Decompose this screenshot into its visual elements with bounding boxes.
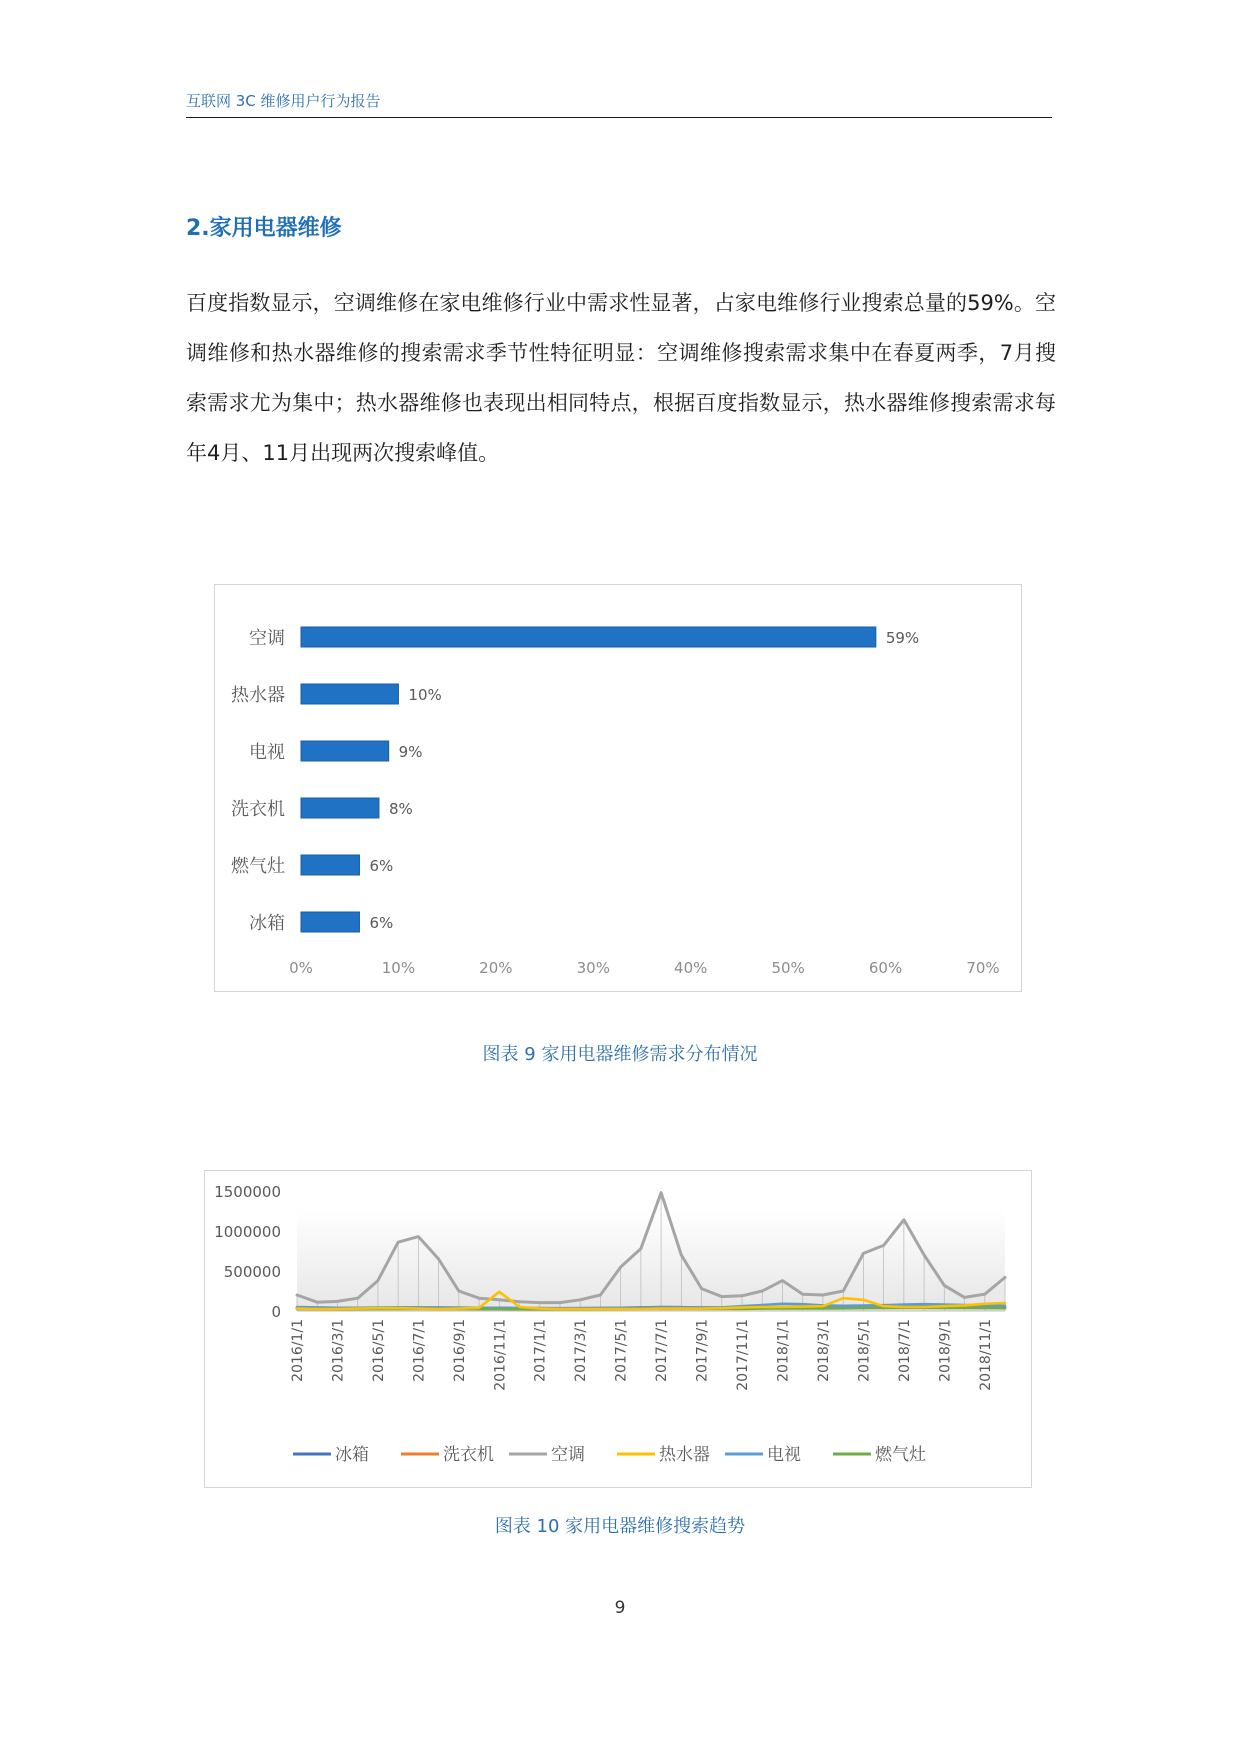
header-rule	[186, 117, 1052, 118]
x-tick-label: 2016/7/1	[411, 1319, 428, 1382]
x-tick-label: 10%	[381, 959, 416, 977]
bar	[301, 912, 359, 932]
x-tick-label: 2017/9/1	[694, 1319, 711, 1382]
x-tick-label: 70%	[966, 959, 1000, 977]
x-tick-label: 2016/11/1	[492, 1319, 509, 1391]
x-tick-label: 2018/5/1	[856, 1319, 873, 1382]
x-tick-label: 2018/9/1	[937, 1319, 954, 1382]
bar-category-label: 热水器	[231, 685, 285, 706]
x-tick-label: 2016/9/1	[451, 1319, 468, 1382]
bar-category-label: 燃气灶	[231, 856, 285, 877]
bar-chart	[215, 585, 1021, 991]
x-tick-label: 2017/11/1	[735, 1319, 752, 1391]
bar-value-label: 59%	[885, 629, 920, 647]
bar-value-label: 9%	[398, 743, 423, 761]
bar	[301, 855, 359, 875]
figure9-caption: 图表 9 家用电器维修需求分布情况	[482, 1044, 758, 1065]
y-tick-label: 1000000	[214, 1223, 281, 1241]
bar	[301, 684, 398, 704]
bar-category-label: 电视	[249, 742, 285, 763]
x-tick-label: 30%	[576, 959, 610, 977]
x-tick-label: 50%	[771, 959, 805, 977]
y-tick-label: 1500000	[214, 1183, 281, 1201]
bar-category-label: 冰箱	[249, 913, 285, 934]
bar-category-label: 空调	[249, 628, 285, 649]
bar	[301, 627, 876, 647]
x-tick-label: 2018/11/1	[977, 1319, 994, 1391]
legend-label: 冰箱	[335, 1445, 369, 1465]
page-number: 9	[614, 1598, 626, 1618]
x-tick-label: 2016/1/1	[290, 1319, 306, 1382]
bar-value-label: 6%	[369, 857, 394, 875]
y-tick-label: 500000	[223, 1263, 281, 1281]
x-tick-label: 40%	[674, 959, 708, 977]
section-title: 2.家用电器维修	[186, 216, 342, 241]
figure10-caption: 图表 10 家用电器维修搜索趋势	[494, 1516, 746, 1537]
body-paragraph: 百度指数显示，空调维修在家电维修行业中需求性显著，占家电维修行业搜索总量的59%。空调维修和热水器维修的搜索需求季节性特征明显：空调维修搜索需求集中在春夏两季，7月搜索需求尤为集中；热水器维修也表现出相同特点，根据百度指数显示，热水器维修搜索需求每年4月、11月出现两次搜索峰值。	[186, 291, 1056, 465]
x-tick-label: 2016/5/1	[370, 1319, 387, 1382]
y-tick-label: 0	[271, 1303, 281, 1321]
bar-value-label: 6%	[369, 914, 394, 932]
x-tick-label: 2016/3/1	[330, 1319, 347, 1382]
x-tick-label: 2018/7/1	[896, 1319, 913, 1382]
x-tick-label: 2017/7/1	[654, 1319, 671, 1382]
x-tick-label: 2018/1/1	[775, 1319, 792, 1382]
bar-chart-frame	[214, 584, 1022, 992]
x-tick-label: 2018/3/1	[815, 1319, 832, 1382]
bar	[301, 741, 389, 761]
legend-label: 电视	[767, 1445, 801, 1465]
bar-category-label: 洗衣机	[231, 799, 285, 820]
line-chart	[205, 1171, 1031, 1487]
x-tick-label: 60%	[868, 959, 903, 977]
report-header: 互联网 3C 维修用户行为报告	[186, 92, 381, 110]
legend-label: 热水器	[659, 1445, 710, 1465]
line-chart-frame	[204, 1170, 1032, 1488]
x-tick-label: 20%	[479, 959, 513, 977]
bar	[301, 798, 379, 818]
x-tick-label: 0%	[289, 959, 313, 977]
bar-value-label: 8%	[388, 800, 413, 818]
x-tick-label: 2017/1/1	[532, 1319, 549, 1382]
legend-label: 空调	[551, 1445, 585, 1465]
x-tick-label: 2017/3/1	[573, 1319, 590, 1382]
legend-label: 洗衣机	[443, 1445, 494, 1465]
legend-label: 燃气灶	[875, 1445, 926, 1465]
bar-value-label: 10%	[408, 686, 442, 704]
x-tick-label: 2017/5/1	[613, 1319, 630, 1382]
